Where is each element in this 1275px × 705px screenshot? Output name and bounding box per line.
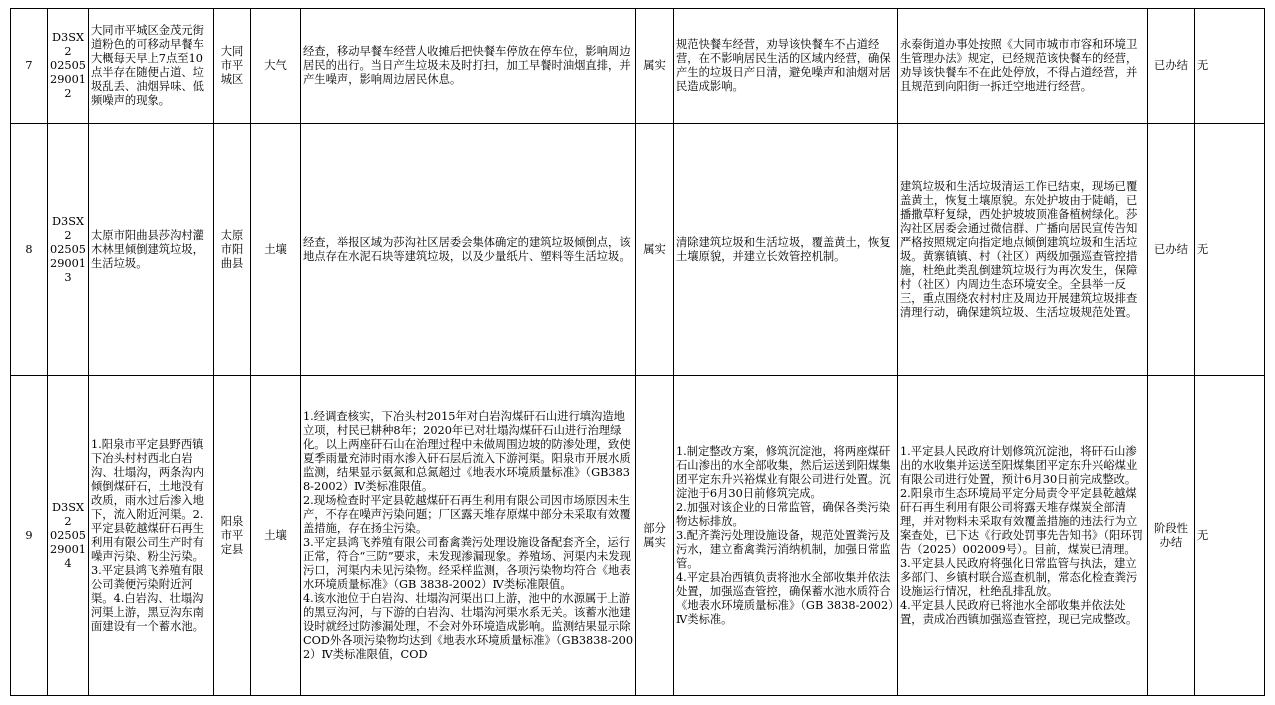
table-row <box>11 124 1265 376</box>
completion-status: 已办结 <box>1148 124 1195 376</box>
row-number: 8 <box>11 124 48 376</box>
pollution-type: 土壤 <box>251 376 301 696</box>
accountability: 无 <box>1195 9 1265 124</box>
case-code: D3SX2 02505 29001 4 <box>48 376 89 696</box>
pollution-type: 土壤 <box>251 124 301 376</box>
complaint-content: 大同市平城区金茂元街道粉色的可移动早餐车大概每天早上7点至10点半存在随便占道、垃圾乱丢、油烟异味、低频噪声的现象。 <box>89 9 214 124</box>
table-row <box>11 376 1265 696</box>
completion-status: 已办结 <box>1148 9 1195 124</box>
verdict: 属实 <box>636 9 674 124</box>
investigation-result: 经查，举报区域为莎沟社区居委会集体确定的建筑垃圾倾倒点，该地点存在水泥石块等建筑垃圾，以及少量纸片、塑料等生活垃圾。 <box>301 124 636 376</box>
table-row <box>11 9 1265 124</box>
table-body <box>11 9 1265 696</box>
complaint-content: 太原市阳曲县莎沟村灌木林里倾倒建筑垃圾，生活垃圾。 <box>89 124 214 376</box>
complaint-table <box>10 8 1265 696</box>
case-code: D3SX2 02505 29001 3 <box>48 124 89 376</box>
accountability: 无 <box>1195 376 1265 696</box>
row-number: 9 <box>11 376 48 696</box>
row-number: 7 <box>11 9 48 124</box>
region: 太原市阳曲县 <box>214 124 251 376</box>
accountability: 无 <box>1195 124 1265 376</box>
completion-status: 阶段性办结 <box>1148 376 1195 696</box>
rectification-requirement: 1.制定整改方案，修筑沉淀池，将两座煤矸石山渗出的水全部收集，然后运送到阳煤集团平定东升兴裕煤业有限公司进行处置。沉淀池于6月30日前修筑完成。 2.加强对该企业的日常监管，确保各类污染物达标排放。 3.配齐粪污处理设施设备，规范处置粪污及污水，建立畜禽粪污消纳机制，加强日常监管。 4.平定县冶西镇负责将池水全部收集并依法处置，加强巡查管控，确保蓄水池水质符合《地表水环境质量标准》（GB 3838-2002）Ⅳ类标准。 <box>674 376 898 696</box>
rectification-requirement: 清除建筑垃圾和生活垃圾，覆盖黄土，恢复土壤原貌，并建立长效管控机制。 <box>674 124 898 376</box>
complaint-content: 1.阳泉市平定县野西镇下冶头村村西北白岩沟、壮塌沟，两条沟内倾倒煤矸石，土地没有改质，雨水过后渗入地下，流入附近河渠。2.平定县乾越煤矸石再生利用有限公司生产时有噪声污染、粉尘污染。3.平定县鸿飞养殖有限公司粪便污染附近河渠。4.白岩沟、壮塌沟河渠上游，黑豆沟东南面建设有一个蓄水池。 <box>89 376 214 696</box>
region: 阳泉市平定县 <box>214 376 251 696</box>
case-code: D3SX2 02505 29001 2 <box>48 9 89 124</box>
investigation-result: 经查，移动早餐车经营人收摊后把快餐车停放在停车位，影响周边居民的出行。当日产生垃圾未及时打扫，加工早餐时油烟直排，并产生噪声，影响周边居民休息。 <box>301 9 636 124</box>
region: 大同市平城区 <box>214 9 251 124</box>
handling-status: 1.平定县人民政府计划修筑沉淀池，将矸石山渗出的水收集并运送至阳煤集团平定东升兴峪煤业有限公司进行处置，预计6月30日前完成整改。 2.阳泉市生态环境局平定分局责令平定县乾越煤矸石再生利用有限公司将露天堆存煤炭全部清理，并对物料未采取有效覆盖措施的违法行为立案查处，已下达《行政处罚事先告知书》（阳环罚告（2025）002009号）。目前，煤炭已清理。 3.平定县人民政府将强化日常监管与执法，建立多部门、乡镇村联合巡查机制，常态化检查粪污设施运行情况，杜绝乱排乱放。 4.平定县人民政府已将池水全部收集并依法处置，责成冶西镇加强巡查管控，现已完成整改。 <box>898 376 1148 696</box>
handling-status: 永泰街道办事处按照《大同市城市市容和环境卫生管理办法》规定，已经规范该快餐车的经营，劝导该快餐车不在此处停放，不得占道经营，并且规范到向阳街一拆迁空地进行经营。 <box>898 9 1148 124</box>
pollution-type: 大气 <box>251 9 301 124</box>
verdict: 属实 <box>636 124 674 376</box>
investigation-result: 1.经调查核实，下冶头村2015年对白岩沟煤矸石山进行填沟造地立项，村民已耕种8年；2020年已对壮塌沟煤矸石山进行治理绿化。以上两座矸石山在治理过程中未做周围边坡的防渗处理，致使夏季雨量充沛时雨水渗入矸石层后流入下游河渠。阳泉市开展水质监测，结果显示氨氮和总氮超过《地表水环境质量标准》（GB3838-2002）Ⅳ类标准限值。 2.现场检查时平定县乾越煤矸石再生利用有限公司因市场原因未生产，不存在噪声污染问题；厂区露天堆存原煤中部分未采取有效覆盖措施，存在扬尘污染。 3.平定县鸿飞养殖有限公司畜禽粪污处理设施设备配套齐全，运行正常，符合“三防”要求，未发现渗漏现象。养殖场、河渠内未发现污口，河渠内未见污染物。经采样监测，各项污染物均符合《地表水环境质量标准》（GB 3838-2002）Ⅳ类标准限值。 4.该水池位于白岩沟、壮塌沟河渠出口上游，池中的水源属于上游的黑豆沟河，与下游的白岩沟、壮塌沟河渠水系无关。该蓄水池建设时就经过防渗漏处理，不会对外环境造成影响。监测结果显示除COD外各项污染物均达到《地表水环境质量标准》（GB3838-2002）Ⅳ类标准限值，COD <box>301 376 636 696</box>
handling-status: 建筑垃圾和生活垃圾清运工作已结束，现场已覆盖黄土，恢复土壤原貌。东处护坡由于陡峭，已播撒草籽复绿，西处护坡坡顶准备植树绿化。莎沟社区居委会通过微信群、广播向居民宣传告知严格按照规定向指定地点倾倒建筑垃圾和生活垃圾。黄寨镇镇、村（社区）两级加强巡查管控措施，杜绝此类乱倒建筑垃圾行为再次发生，保障村（社区）内周边生态环境安全。全县举一反三，重点围绕农村村庄及周边开展建筑垃圾排查清理行动，确保建筑垃圾、生活垃圾规范处置。 <box>898 124 1148 376</box>
verdict: 部分属实 <box>636 376 674 696</box>
rectification-requirement: 规范快餐车经营，劝导该快餐车不占道经营，在不影响居民生活的区域内经营，确保产生的垃圾日产日清，避免噪声和油烟对居民造成影响。 <box>674 9 898 124</box>
